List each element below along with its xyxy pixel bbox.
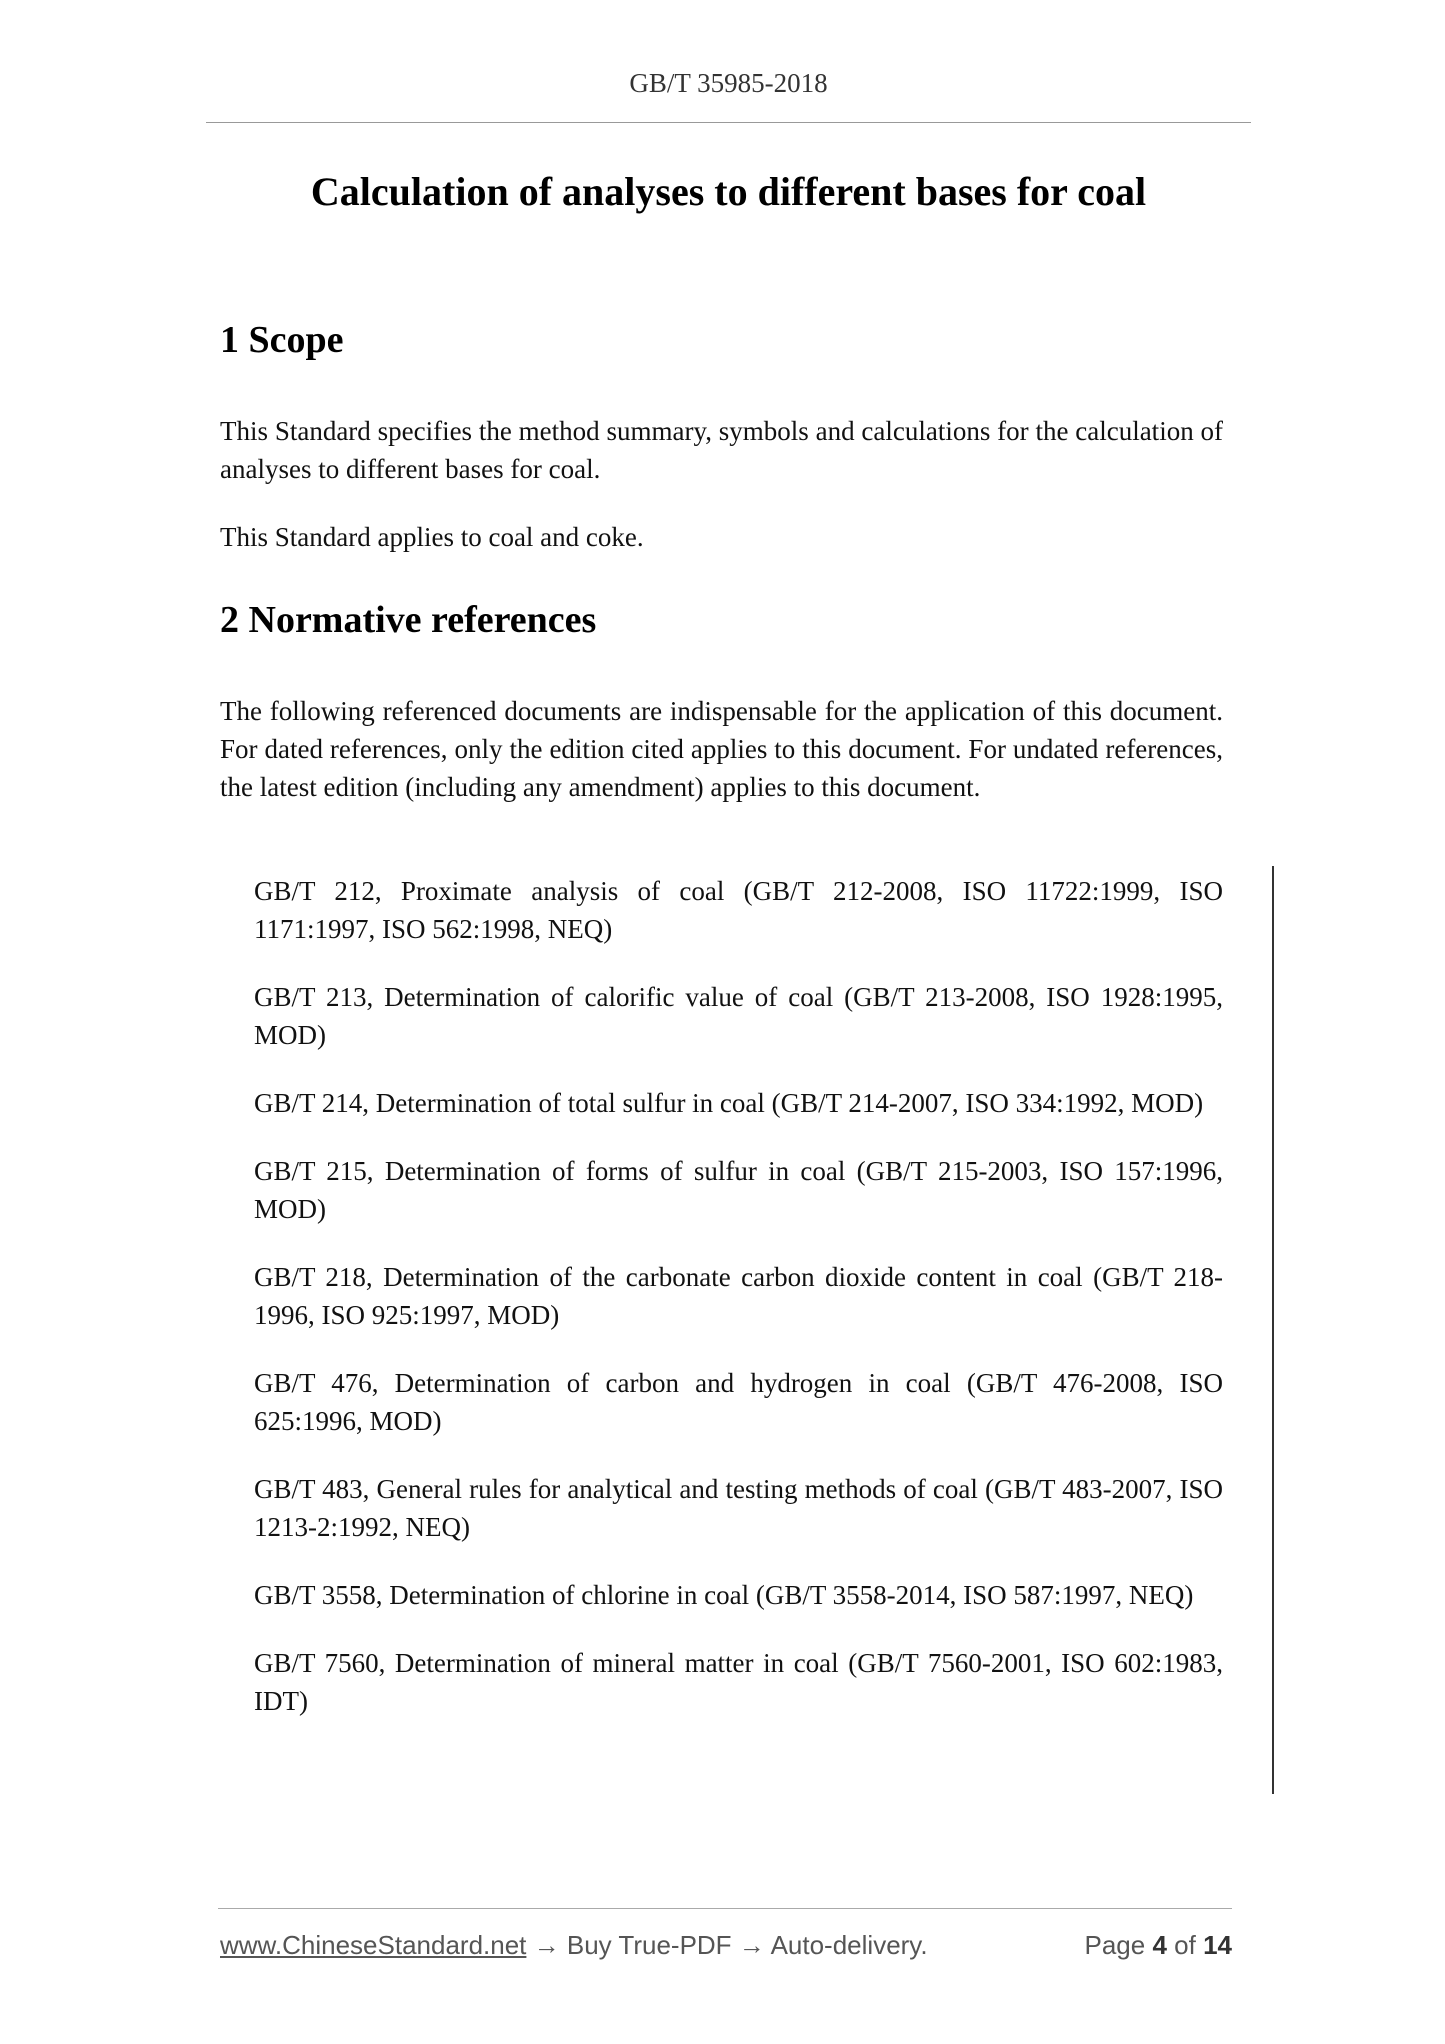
header-divider bbox=[206, 122, 1251, 123]
scope-paragraph-1: This Standard specifies the method summary, symbols and calculations for the calculation of analyses to different bases for coal. bbox=[220, 416, 1223, 484]
reference-item: GB/T 214, Determination of total sulfur in coal (GB/T 214-2007, ISO 334:1992, MOD) bbox=[254, 1088, 1204, 1118]
scope-heading: 1 Scope bbox=[220, 319, 344, 361]
reference-item: GB/T 212, Proximate analysis of coal (GB/T 212-2008, ISO 11722:1999, ISO 1171:1997, ISO 562:1998, NEQ) bbox=[254, 876, 1223, 944]
change-bar bbox=[1272, 866, 1274, 1794]
page-footer bbox=[220, 1930, 1232, 1961]
document-title: Calculation of analyses to different bases for coal bbox=[310, 169, 1147, 214]
footer-divider bbox=[218, 1908, 1232, 1909]
page-header-code: GB/T 35985-2018 bbox=[629, 68, 828, 98]
reference-item: GB/T 7560, Determination of mineral matter in coal (GB/T 7560-2001, ISO 602:1983, IDT) bbox=[254, 1648, 1223, 1716]
normative-references-intro: The following referenced documents are indispensable for the application of this document. For dated references, only the edition cited applies to this document. For undated references, the latest edition (including any amendment) applies to this document. bbox=[220, 696, 1223, 802]
website-link[interactable]: www.ChineseStandard.net bbox=[220, 1930, 527, 1960]
reference-list bbox=[254, 872, 1223, 1750]
page-current: 4 bbox=[1152, 1930, 1167, 1960]
reference-item: GB/T 218, Determination of the carbonate carbon dioxide content in coal (GB/T 218-1996, ISO 925:1997, MOD) bbox=[254, 1262, 1223, 1330]
footer-promo bbox=[220, 1930, 928, 1961]
page-label: Page bbox=[1084, 1930, 1146, 1960]
footer-promo-text: → Buy True-PDF → Auto-delivery. bbox=[526, 1930, 928, 1960]
scope-paragraph-2: This Standard applies to coal and coke. bbox=[220, 522, 644, 552]
page-of-label: of bbox=[1174, 1930, 1196, 1960]
reference-item: GB/T 213, Determination of calorific value of coal (GB/T 213-2008, ISO 1928:1995, MOD) bbox=[254, 982, 1223, 1050]
reference-item: GB/T 3558, Determination of chlorine in coal (GB/T 3558-2014, ISO 587:1997, NEQ) bbox=[254, 1580, 1194, 1610]
page-indicator bbox=[1084, 1930, 1232, 1961]
normative-references-heading: 2 Normative references bbox=[220, 599, 597, 641]
reference-item: GB/T 476, Determination of carbon and hydrogen in coal (GB/T 476-2008, ISO 625:1996, MOD) bbox=[254, 1368, 1223, 1436]
reference-item: GB/T 483, General rules for analytical and testing methods of coal (GB/T 483-2007, ISO 1213-2:1992, NEQ) bbox=[254, 1474, 1223, 1542]
page-total: 14 bbox=[1203, 1930, 1232, 1960]
reference-item: GB/T 215, Determination of forms of sulfur in coal (GB/T 215-2003, ISO 157:1996, MOD) bbox=[254, 1156, 1223, 1224]
